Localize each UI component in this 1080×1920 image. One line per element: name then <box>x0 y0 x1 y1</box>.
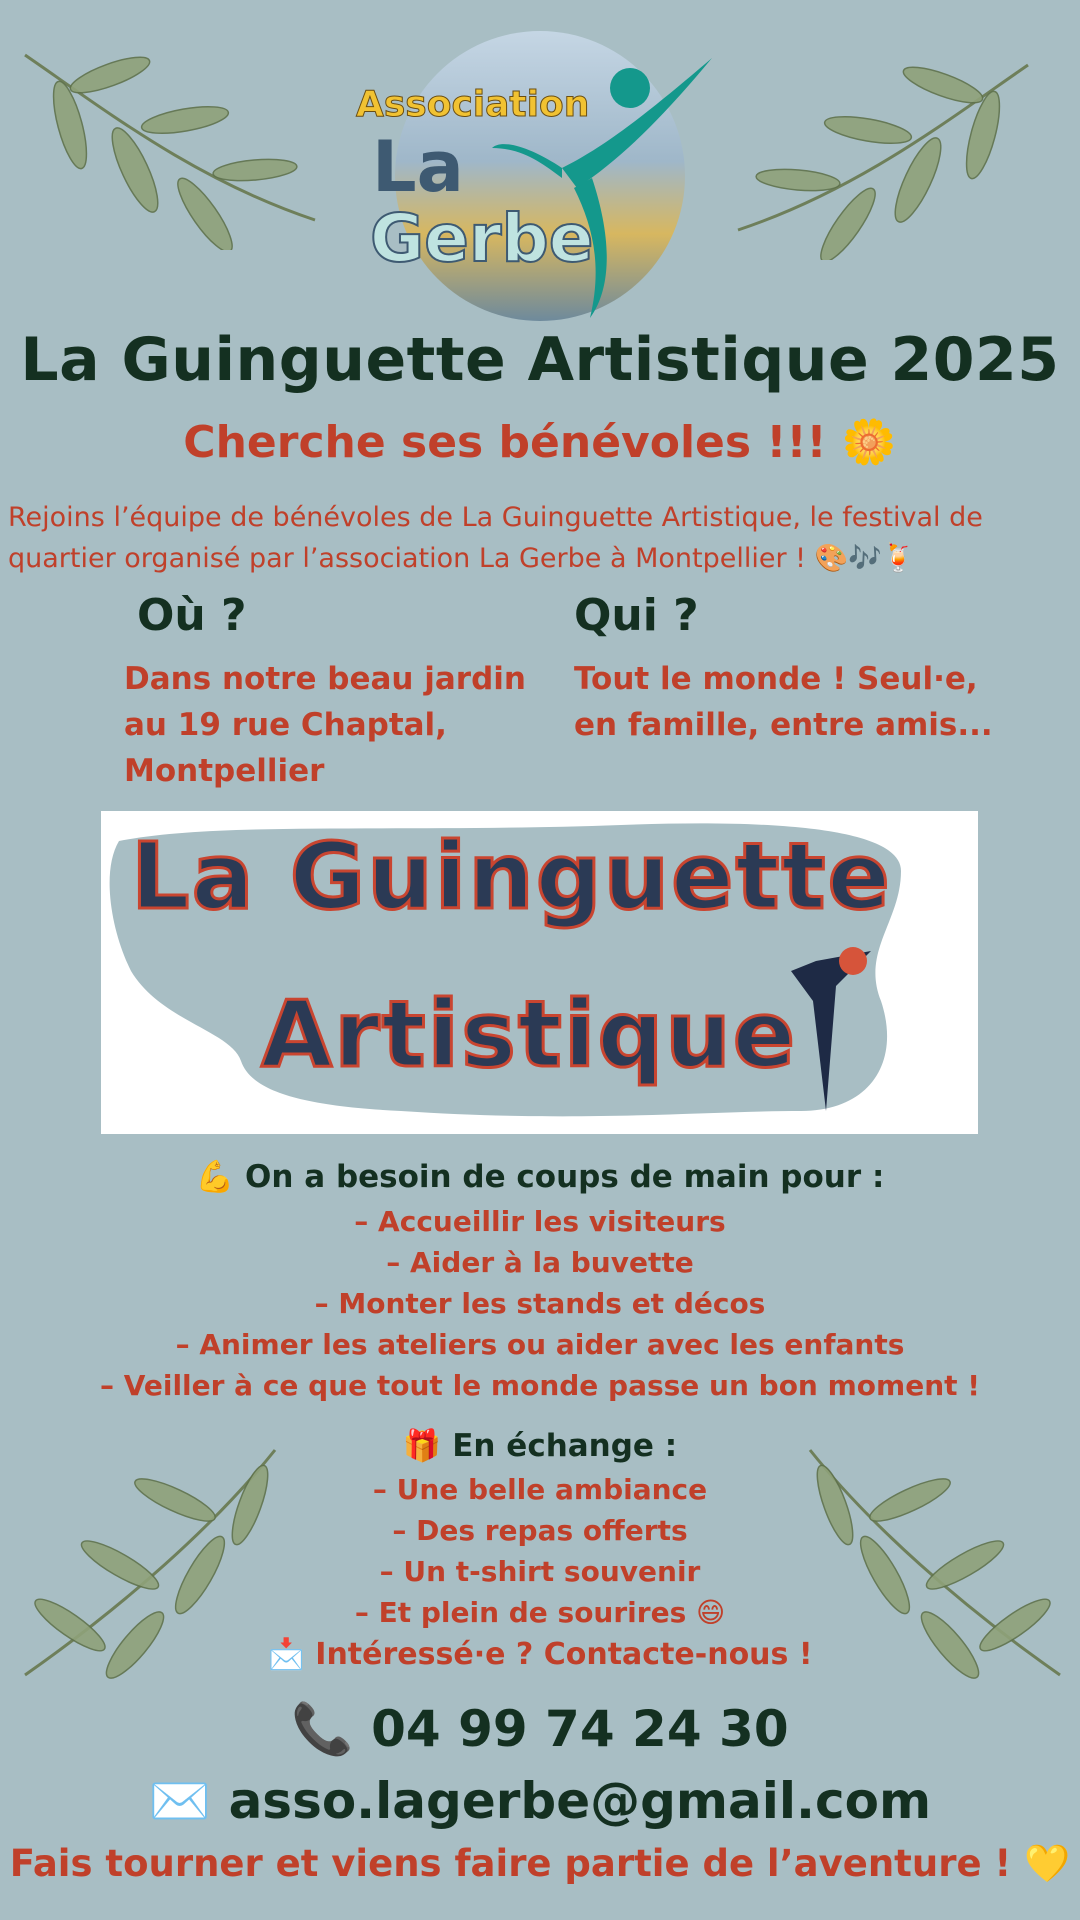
intro-paragraph: Rejoins l’équipe de bénévoles de La Guinguette Artistique, le festival de quartier organisé par l’association La Gerbe à Montpellier ! 🎨🎶🍹 <box>8 502 983 574</box>
exchange-heading <box>0 1427 1080 1464</box>
flower-icon: 🌼 <box>841 417 897 468</box>
footer-callout <box>0 1842 1080 1886</box>
help-heading-text: On a besoin de coups de main pour : <box>245 1159 885 1195</box>
flexed-biceps-icon: 💪 <box>195 1159 235 1195</box>
contact-invite <box>0 1637 1080 1672</box>
exchange-list <box>0 1469 1080 1633</box>
leaf-branch-top-right <box>728 60 1038 260</box>
footer-text: Fais tourner et viens faire partie de l’aventure ! <box>9 1842 1012 1885</box>
list-item: – Accueillir les visiteurs <box>354 1205 726 1238</box>
email-address-text[interactable]: asso.lagerbe@gmail.com <box>228 1772 932 1830</box>
association-logo <box>356 28 722 328</box>
where-heading: Où ? <box>137 590 247 641</box>
list-item: – Des repas offerts <box>392 1514 688 1547</box>
list-item: – Une belle ambiance <box>372 1473 708 1506</box>
who-heading: Qui ? <box>574 590 699 641</box>
contact-invite-text: Intéressé·e ? Contacte-nous ! <box>315 1637 813 1672</box>
banner-line-1: La Guinguette <box>131 823 892 930</box>
banner-line-2: Artistique <box>261 981 798 1088</box>
list-item: – Monter les stands et décos <box>314 1287 766 1320</box>
logo-line-gerbe: Gerbe <box>370 200 594 277</box>
yellow-heart-icon: 💛 <box>1024 1842 1071 1885</box>
where-text: Dans notre beau jardin au 19 rue Chaptal, Montpellier <box>124 661 526 789</box>
exchange-heading-text: En échange : <box>452 1428 678 1464</box>
page-subtitle <box>0 416 1080 468</box>
inbox-envelope-icon: 📩 <box>267 1637 305 1672</box>
page-title: La Guinguette Artistique 2025 <box>20 325 1060 395</box>
phone-number-text[interactable]: 04 99 74 24 30 <box>371 1700 789 1758</box>
logo-line-association: Association <box>356 84 590 125</box>
guinguette-banner-image <box>101 811 978 1134</box>
list-item: – Animer les ateliers ou aider avec les enfants <box>175 1328 905 1361</box>
help-heading <box>0 1158 1080 1195</box>
list-item: – Et plein de sourires 😄 <box>354 1596 726 1629</box>
list-item: – Veiller à ce que tout le monde passe un bon moment ! <box>99 1369 981 1402</box>
phone-number[interactable] <box>0 1700 1080 1759</box>
gift-icon: 🎁 <box>402 1428 442 1464</box>
leaf-branch-top-left <box>15 50 325 250</box>
email-address[interactable] <box>0 1772 1080 1831</box>
logo-line-la: La <box>372 126 464 208</box>
list-item: – Un t-shirt souvenir <box>379 1555 701 1588</box>
list-item: – Aider à la buvette <box>386 1246 694 1279</box>
envelope-icon: ✉️ <box>148 1772 212 1830</box>
subtitle-text: Cherche ses bénévoles !!! <box>183 417 827 468</box>
phone-icon: 📞 <box>291 1700 354 1758</box>
help-list <box>0 1201 1080 1406</box>
who-text: Tout le monde ! Seul·e, en famille, entre amis... <box>574 661 993 743</box>
